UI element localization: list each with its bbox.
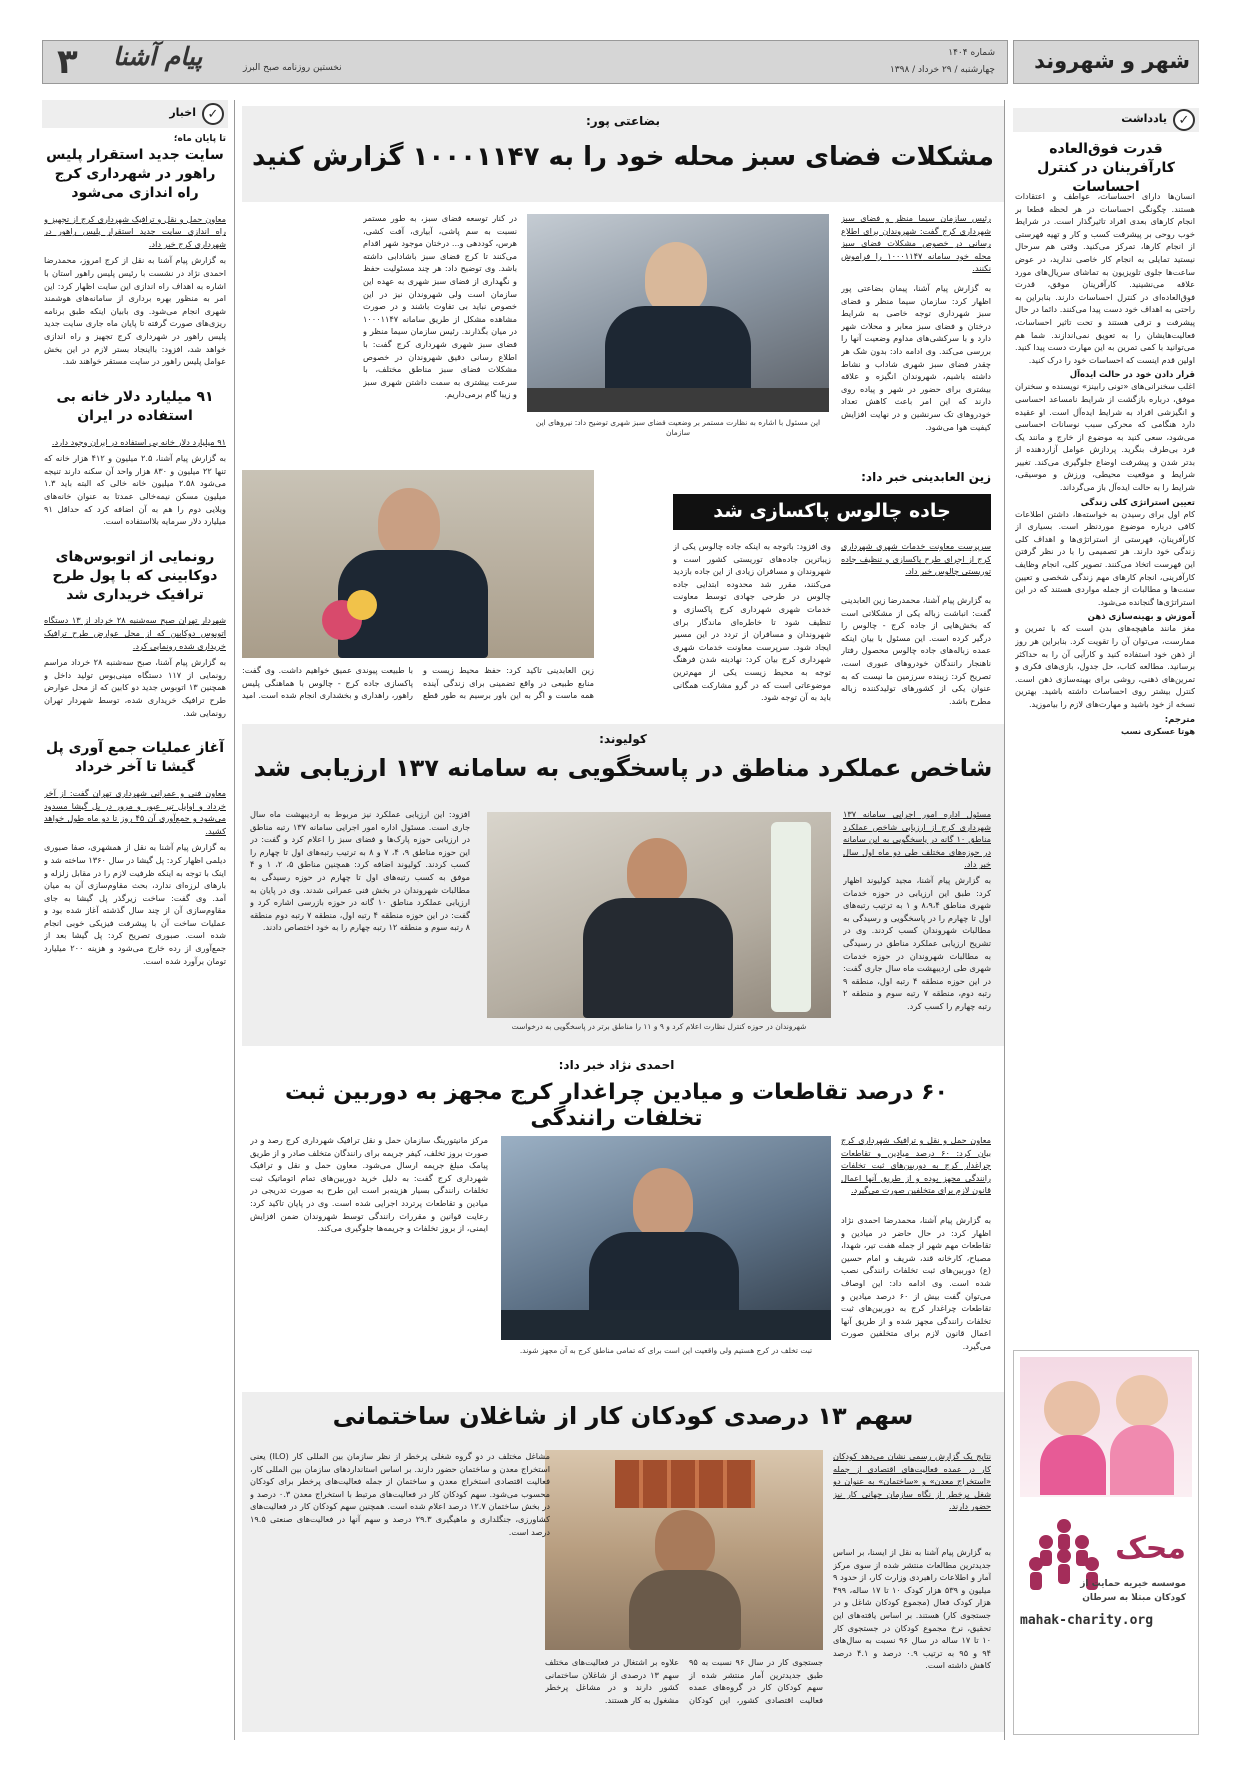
article2-title-bar xyxy=(673,494,991,530)
article3-photo xyxy=(487,812,831,1018)
article5-lead: نتایج یک گزارش رسمی نشان می‌دهد کودکان کار در عمده فعالیت‌های اقتصادی از جمله «استخراج معدن» و «ساختمان» به عنوان دو شغل پرخطر از نگاه سازمان جهانی کار نیز حضور دارند. xyxy=(833,1451,991,1512)
article4-title: ۶۰ درصد تقاطعات و میادین چراغدار کرج مجهز به دوربین ثبت تخلفات رانندگی xyxy=(285,1080,948,1132)
ad-url[interactable]: mahak-charity.org xyxy=(1020,1613,1154,1628)
note-subhead-2: تعیین استراتژی کلی زندگی xyxy=(1080,497,1195,508)
note-title: قدرت فوق‌العاده کارآفرینان در کنترل احساسات xyxy=(1037,141,1175,195)
page-number: ۳ xyxy=(57,42,78,82)
checkmark-icon: ✓ xyxy=(1173,109,1195,131)
news2-title: ۹۱ میلیارد دلار خانه بی استفاده در ایران xyxy=(56,388,214,424)
article4-lead: معاون حمل و نقل و ترافیک شهرداری کرج بیان کرد: ۶۰ درصد میادین و تقاطعات چراغدار کرج به دوربین‌های ثبت تخلفات رانندگی مجهز بوده و از طریق آنها اعمال قانون لازم برای متخلفین صورت می‌گیرد. xyxy=(841,1135,991,1196)
news1-title: سایت جدید استقرار پلیس راهور در شهرداری کرج راه اندازی می‌شود xyxy=(46,147,224,201)
note-paragraph-4: مغز مانند ماهیچه‌های بدن است که با تمرین و ممارست، می‌توان آن را تقویت کرد. بنابراین هر روز از ذهن خود استفاده کنید و کارآیی آن را به حداکثر برسانید. مطالعه کتاب، حل جدول، بازی‌های فکری و تمرین‌های ذهنی، روشی برای بهینه‌سازی ذهن است. کنترل بیشتر روی احساسات داشته باشید. بهترین نسخه از خود باشید و مهارت‌های لازم را بیاموزید. xyxy=(1015,623,1195,709)
note-subhead-3: آموزش و بهینه‌سازی ذهن xyxy=(1087,612,1195,623)
charity-ad[interactable] xyxy=(1013,1350,1199,1735)
article1-title: مشکلات فضای سبز محله خود را به ۱۰۰۰۱۱۴۷ گزارش کنید xyxy=(252,142,994,172)
article2-lead: سرپرست معاونت خدمات شهری شهرداری کرج از اجرای طرح پاکسازی و تنظیف جاده توریستی چالوس خبر داد. xyxy=(841,541,991,577)
article5-body-3: جستجوی کار در سال ۹۶ نسبت به ۹۵ طبق جدیدترین آمار منتشر شده از سهم کودکان کار در گروه‌های عمده فعالیت اقتصادی کشور، این کودکان علاوه بر اشتغال در فعالیت‌های مختلف سهم ۱۳ درصدی از شاغلان ساختمانی کشور دارند و در مشاغل پرخطر مشغول به کار هستند. xyxy=(545,1657,823,1705)
article1-photo xyxy=(527,214,829,412)
news4-title: آغاز عملیات جمع آوری پل گیشا تا آخر خرداد xyxy=(45,740,225,776)
article2-photo xyxy=(242,470,594,658)
article3-body-1: به گزارش پیام آشنا، مجید کولیوند اظهار کرد: طبق این ارزیابی در حوزه خدمات شهری مناطق ۸،۹،۴ و ۱ به ترتیب رتبه‌های اول تا چهارم را در پاسخگویی و رسیدگی به مطالبات شهروندان کسب کردند. وی در تشریح ارزیابی عملکرد مناطق در رسیدگی به مطالبات شهروندان در حوزه خدمات شهری طی اردیبهشت ماه سال جاری گفت: در این حوزه منطقه ۴ رتبه اول، منطقه ۹ رتبه دوم، منطقه ۷ رتبه سوم و منطقه ۲ رتبه چهارم را کسب کرد. xyxy=(843,875,991,1011)
note-body xyxy=(1015,190,1195,1330)
article1-lead: رئیس سازمان سیما منظر و فضای سبز شهرداری کرج گفت: شهروندان برای اطلاع رسانی در خصوص مشکلات فضای سبز محله خود سامانه ۱۰۰۰۱۱۴۷ را فراموش نکنند. xyxy=(841,213,991,274)
article3-kicker: کولیوند: xyxy=(599,732,647,746)
article1-body-1: به گزارش پیام آشنا، پیمان بضاعتی پور اظهار کرد: سازمان سیما منظر و فضای سبز شهرداری توجه خاصی به شرایط درختان و فضای سبز معابر و محلات شهر دارد و با سرکشی‌های مداوم وضعیت آنها را بررسی می‌کند. وی ادامه داد: بدون شک هر چقدر فضای سبز شهری شاداب و نشاط داشته باشیم، شهروندان انگیزه و علاقه بیشتری برای حضور در شهر و پیاده روی دارند که این امر باعث کاهش تعداد خودروهای تک سرنشین و در نهایت افزایش کیفیت هوا می‌شود. xyxy=(841,283,991,432)
article3-body-2: افزود: این ارزیابی عملکرد نیز مربوط به اردیبهشت ماه سال جاری است. مسئول اداره امور اجرایی سامانه ۱۳۷ رتبه مناطق در ارزیابی حوزه پارک‌ها و فضای سبز را اعلام کرد و گفت: در این حوزه مناطق ۹، ۴، ۷ و ۸ به ترتیب رتبه‌های اول تا چهارم را کسب کردند. کولیوند اضافه کرد: همچنین مناطق ۵، ۲، ۱ و ۴ موفق به کسب رتبه‌های اول تا چهارم در حوزه رسیدگی به مطالبات شهروندان در بخش فنی عمرانی شدند. وی در پایان به ارزیابی عملکرد مناطق ۱۰ گانه در حوزه بازرسی اشاره کرد و گفت: در این حوزه منطقه ۴ رتبه اول، منطقه ۷ رتبه دوم منطقه ۸ رتبه سوم و منطقه ۱۲ رتبه چهارم را به خود اختصاص دادند. xyxy=(250,809,470,933)
article1-header xyxy=(242,106,1004,202)
column-divider xyxy=(1004,100,1005,1740)
note-paragraph-2: اغلب سخنرانی‌های «تونی رابینز» نویسنده و سخنران موفق، درباره بازگشت از شرایط نامساعد احساسی و انگیزشی افراد به شرایط ایده‌آل است. او عقیده دارد هنگامی که محرکی سبب نوسانات احساسی می‌شود، سعی کنید به موضوع از خارج و مانند یک فرد بی‌طرف بنگرید. پردازش عوامل آزاردهنده از بدتر شدن و پیشرفت اوضاع جلوگیری می‌کند. تغییر شرایط و موقعیت محیطی، ورزش و موسیقی، شرایط را به حالت ایده‌آل باز می‌گرداند. xyxy=(1015,381,1195,493)
news3-lead: شهردار تهران صبح سه‌شنبه ۲۸ خرداد از ۱۳ دستگاه اتوبوس دوکابین که از محل عوارض طرح ترافیک خریداری شده رونمایی کرد. xyxy=(44,615,226,651)
section-title: شهر و شهروند xyxy=(1034,49,1190,73)
note-paragraph-3: کام اول برای رسیدن به خواسته‌ها، داشتن اطلاعات کافی درباره موضوع موردنظر است. بسیاری از کارآفرینان، فهرستی از استراتژی‌ها و اهداف کلی زندگی خود دارند. هر تصمیمی را با در نظر گرفتن این فهرست اتخاذ می‌کنند. تصویر کلی، انجام وظایف کارآفرینی، انجام کارهای مهم زندگی شخصی و تعیین سنت‌ها و مطالبات از جمله مواردی هستند که در این استراتژی‌ها گنجانده می‌شود. xyxy=(1015,508,1195,607)
article4-caption: تبت تخلف در کرج هستیم ولی واقعیت این است برای که تمامی مناطق کرج به آن مجهز شوند. xyxy=(519,1346,813,1355)
issue-number: شماره ۱۴۰۴ xyxy=(948,48,995,58)
article2-title: جاده چالوس پاکسازی شد xyxy=(713,500,951,522)
news3-title: رونمایی از اتوبوس‌های دوکابینی که با پول طرح ترافیک خریداری شد xyxy=(52,548,218,603)
news2-body: به گزارش پیام آشنا، ۲.۵ میلیون و ۴۱۲ هزار خانه که تنها ۲۲ میلیون و ۸۳۰ هزار واحد آن سکنه دارند تنیجه می‌شود ۲.۵۸ میلیون خانه خالی که البته باید ۱.۳ میلیون مسکن نیمه‌خالی عمدتا به عنوان خانه‌های ویلایی دوم را هم به آن اضافه کرد که حداقل ۹۱ میلیارد دلار سرمایه بلااستفاده است. xyxy=(44,453,226,527)
news1-lead: معاون حمل و نقل و ترافیک شهرداری کرج از تجهیز و راه اندازی سایت جدید استقرار پلیس راهور در شهرداری کرج خبر داد. xyxy=(44,213,226,249)
issue-date: چهارشنبه / ۲۹ خرداد / ۱۳۹۸ xyxy=(889,65,995,75)
article5-body-1: به گزارش پیام آشنا به نقل از ایسنا، بر اساس جدیدترین مطالعات منتشر شده از سوی مرکز آمار و اطلاعات راهبردی وزارت کار، از حدود ۹ میلیون و ۵۳۹ هزار کودک ۱۰ تا ۱۷ ساله، ۴۹۹ هزار کودک فعال (مجموع کودکان شاغل و در جستجوی کار) هستند. بر اساس یافته‌های این تحقیق، نرخ مجموع کودکان در جستجوی کار ۱۰ تا ۱۷ ساله در سال ۹۶ نسبت به سال‌های ۹۴ و ۹۵ به ترتیب ۰.۹ درصد و ۴.۱ درصد کاهش داشته است. xyxy=(833,1547,991,1671)
article3-title: شاخص عملکرد مناطق در پاسخگویی به سامانه ۱۳۷ ارزیابی شد xyxy=(253,754,993,782)
article5-body-2: مشاغل مختلف در دو گروه شغلی پرخطر از نظر سازمان بین المللی کار (ILO) یعنی استخراج معدن و ساختمان حضور دارند. بر اساس استانداردهای سازمان بین المللی کار، فعالیت اقتصادی استخراج معدن و ساختمان از جمله فعالیت‌های پرخطر برای کودکان محسوب می‌شود. سهم کودکان کار در فعالیت‌های مرتبط با استخراج معدن ۰.۳ درصد و در بخش ساختمان ۱۲.۷ درصد اعلام شده است. همچنین سهم کودکان کار در فعالیت‌های کشاورزی، جنگلداری و ماهیگیری ۲۹.۳ درصد و سهم آنها در فعالیت‌های صنعتی ۱۹.۵ درصد است. xyxy=(250,1451,550,1537)
note-label: یادداشت xyxy=(1121,112,1167,125)
article2-body-3: زین العابدینی تاکید کرد: حفظ محیط زیست و منابع طبیعی در واقع تضمینی برای زندگی آینده همه ماست و اگر به این باور برسیم به طور قطع با طبیعت پیوندی عمیق خواهیم داشت. وی گفت: پاکسازی جاده کرج - چالوس با هماهنگی پلیس راهور، راهداری و بخشداری انجام شده است. امید xyxy=(242,665,594,701)
ad-org-name: محک xyxy=(1115,1531,1186,1566)
news4-lead: معاون فنی و عمرانی شهرداری تهران گفت: از آخر خرداد و اوایل تیر عبور و مرور در پل گیشا مسدود می‌شود و جمع‌آوری آن ۴۵ روز تا دو ماه طول خواهد کشید. xyxy=(44,787,226,836)
article1-caption: این مسئول با اشاره به نظارت مستمر بر وضعیت فضای سبز شهری توضیح داد: نیروهای این سازمان xyxy=(535,418,821,437)
translator-name: هوتا عسکری نسب xyxy=(1120,725,1195,736)
ad-photo xyxy=(1020,1357,1192,1497)
translator-label: مترجم: xyxy=(1164,714,1195,725)
news1-kicker: تا پایان ماه؛ xyxy=(173,134,226,144)
article5-title: سهم ۱۳ درصدی کودکان کار از شاغلان ساختمانی xyxy=(332,1402,914,1430)
article2-kicker: زین العابدینی خبر داد: xyxy=(861,470,991,484)
masthead-right xyxy=(1013,40,1199,84)
news-label: اخبار xyxy=(169,106,196,119)
news-column xyxy=(44,134,226,1734)
article4-body-2: مرکز مانیتورینگ سازمان حمل و نقل ترافیک شهرداری کرج رصد و در صورت بروز تخلف، کیفر جریمه برای رانندگان متخلف صادر و از طریق پیامک مبلغ جریمه ارسال می‌شود. معاون حمل و نقل و ترافیک شهرداری کرج گفت: به دلیل خرید دوربین‌های تمام اتوماتیک ثبت تخلفات رانندگی بسیار هزینه‌بر است این طرح به صورت تدریجی در میادین و تقاطعات پرتردد اجرایی شده است. وی در پایان تاکید کرد: رعایت قوانین و مقررات رانندگی توسط شهروندان ضمن افزایش ایمنی، از بروز تخلفات و جریمه‌ها جلوگیری می‌کند. xyxy=(250,1135,488,1234)
logo-text: پیام آشنا xyxy=(113,42,203,71)
note-subhead-1: قرار دادن خود در حالت ایده‌آل xyxy=(1069,370,1195,381)
note-label-bar xyxy=(1013,108,1199,132)
article4-body-1: به گزارش پیام آشنا، محمدرضا احمدی نژاد اظهار کرد: در حال حاضر در میادین و تقاطعات مهم شهر از جمله هفت تیر، شهدا، مصباح، کارخانه قند، شریف و امام حسین (ع) دوربین‌های ثبت تخلفات رانندگی نصب شده است. وی ادامه داد: این اوصاف می‌توان گفت بیش از ۶۰ درصد میادین و تقاطعات چراغدار کرج به دوربین‌های ثبت تخلفات رانندگی مجهز شده و از طریق آنها اعمال قانون لازم برای متخلفین صورت می‌گیرد. xyxy=(841,1215,991,1351)
column-divider xyxy=(234,100,235,1740)
news-label-bar xyxy=(42,100,228,128)
article2-body-1: به گزارش پیام آشنا، محمدرضا زین العابدینی گفت: انباشت زباله یکی از مشکلاتی است که بخش‌هایی از جاده کرج - چالوس را درگیر کرده است. این مسئول با بیان اینکه عمده زباله‌های جاده چالوس محصول رفتار ناهنجار رانندگان خودروهای عبوری است، تصریح کرد: زیبنده سرزمین ما نیست که به عنوان یکی از کشورهای تولیدکننده زباله مطرح باشد. xyxy=(841,595,991,706)
article2-body-2: وی افزود: باتوجه به اینکه جاده چالوس یکی از زیباترین جاده‌های توریستی کشور است و شهروندان و مسافران زیادی از این جاده بازدید می‌کنند، مقرر شد محدوده ابتدایی جاده چالوس در طرحی جهادی توسط معاونت خدمات شهری شهرداری کرج پاکسازی و تنظیف شود تا خاطره‌ای ماندگار برای شهروندان و مسافران از تردد در این مسیر ایجاد شود. سرپرست معاونت خدمات شهری شهرداری کرج بیان کرد: نهادینه شدن فرهنگ توجه به محیط زیست یکی از مهم‌ترین موضوعاتی است که در گرو مشارکت همگانی باید به آن توجه شود. xyxy=(673,541,831,703)
news3-body: به گزارش پیام آشنا، صبح سه‌شنبه ۲۸ خرداد مراسم رونمایی از ۱۱۷ دستگاه مینی‌بوس تولید داخل و همچنین ۱۳ اتوبوس جدید دو کابین که از محل عوارض طرح ترافیک خریداری شده، توسط شهردار تهران رونمایی شد. xyxy=(44,657,226,718)
ad-desc-1: موسسه خیریه حمایت از xyxy=(1080,1579,1186,1589)
article4-kicker: احمدی نژاد خبر داد: xyxy=(558,1058,675,1072)
article1-kicker: بضاعتی پور: xyxy=(586,114,660,128)
news1-body: به گزارش پیام آشنا به نقل از کرج امروز، محمدرضا احمدی نژاد در نشست با رئیس پلیس راهور استان با اشاره به اهداف راه اندازی این سایت اظهار کرد: این امر به منظور بهره برداری از سامانه‌های هوشمند شهری انجام می‌شود. وی بابیان اینکه طبق برنامه ریزی‌های صورت گرفته تا پایان ماه جاری سایت جدید پلیس راهور در شهرداری کرج تجهیز و راه اندازی خواهد شد، افزود: بااینجاد بستر لازم در این بخش عوامل پلیس راهور در سایت مستقر خواهند شد. xyxy=(44,255,226,367)
article1-body-2: در کنار توسعه فضای سبز، به طور مستمر نسبت به سم پاشی، آبیاری، آفت کشی، هرس، کوددهی و... درختان موجود شهر اقدام می‌کنند تا کرج فضای سبز باشادابی داشته باشد. وی توضیح داد: هر چند مسئولیت حفظ و نگهداری از فضای سبز شهری به عهده این سازمان است ولی شهروندان نیز در این خصوص نباید بی تفاوت باشند و در صورت مشاهده مشکل از طریق سامانه ۱۰۰۰۱۱۴۷ در میان بگذارند. رئیس سازمان سیما منظر و فضای سبز شهری شهرداری کرج گفت: با اطلاع رسانی دقیق شهروندان در خصوص مشکلات فضای سبز مناطق مختلف، با سرعت بیشتری به سمت داشتن شهری سبز و زیبا گام برمی‌داریم. xyxy=(363,213,517,400)
article4-photo xyxy=(501,1136,831,1340)
article3-caption: شهروندان در حوزه کنترل نظارت اعلام کرد و ۹ و ۱۱ را مناطق برتر در پاسخگویی به درخواست xyxy=(511,1022,807,1031)
masthead-bar xyxy=(42,40,1008,84)
ad-desc-2: کودکان مبتلا به سرطان xyxy=(1082,1593,1186,1603)
checkmark-icon: ✓ xyxy=(202,103,224,125)
news4-body: به گزارش پیام آشنا به نقل از همشهری، صفا صبوری دیلمی اظهار کرد: پل گیشا در سال ۱۳۶۰ ساخته شد و اینک با توجه به اینکه ظرفیت لازم را در مقابل زلزله و بارهای لرزه‌ای ندارد، بحث مقاوم‌سازی آن به میان آمد. وی گفت: ساخت زیرگذر پل گیشا به جای مقاوم‌سازی آن از چند سال گذشته آغاز شده بود و عملیات ساخت آن با پیشرفت فیزیکی خوبی انجام شده است. صبوری تصریح کرد: پل گیشا بعد از جمع‌آوری از رده خارج می‌شود و هزینه ۲۰۰ میلیارد تومان برآورد شده است. xyxy=(44,842,226,966)
article5-photo xyxy=(545,1450,823,1650)
article3-lead: مسئول اداره امور اجرایی سامانه ۱۳۷ شهرداری کرج از ارزیابی شاخص عملکرد مناطق ۱۰ گانه در پاسخگویی به این سامانه در حوزه‌های مختلف طی دو ماه اول سال خبر داد. xyxy=(843,809,991,870)
tagline: نخستین روزنامه صبح البرز xyxy=(243,63,342,73)
news2-lead: ۹۱ میلیارد دلار خانه بی استفاده در ایران وجود دارد. xyxy=(51,436,226,447)
note-paragraph: انسان‌ها دارای احساسات، عواطف و اعتقادات هستند. چگونگی احساسات در هر لحظه قطعا بر انجام کارهای بعدی افراد تاثیرگذار است. در شرایط خوب روحی بر پیشرفت کسب و کار و تهیه فهرستی از انجام کارها، تمرکز می‌کنید. وقتی هم سرحال نیستید تمایلی به انجام کار خاصی ندارید، در عوض ساعت‌ها جلوی تلویزیون به تماشای سریال‌های مورد علاقه می‌نشینید. کارآفرینان موفق، قدرت فوق‌العاده‌ای در کنترل احساسات دارند. بنابراین به راحتی به اهداف خود دست پیدا می‌کنند. دائما در حال پیشرفت و ترقی هستند و تحت تاثیر احساسات، فعالیت‌هایشان را به تعویق نمی‌اندازند. شما هم می‌توانید با کمی تمرین به این مهارت دست پیدا کنید. اولین قدم اینست که احساسات خود را درک کنید. xyxy=(1015,191,1195,365)
